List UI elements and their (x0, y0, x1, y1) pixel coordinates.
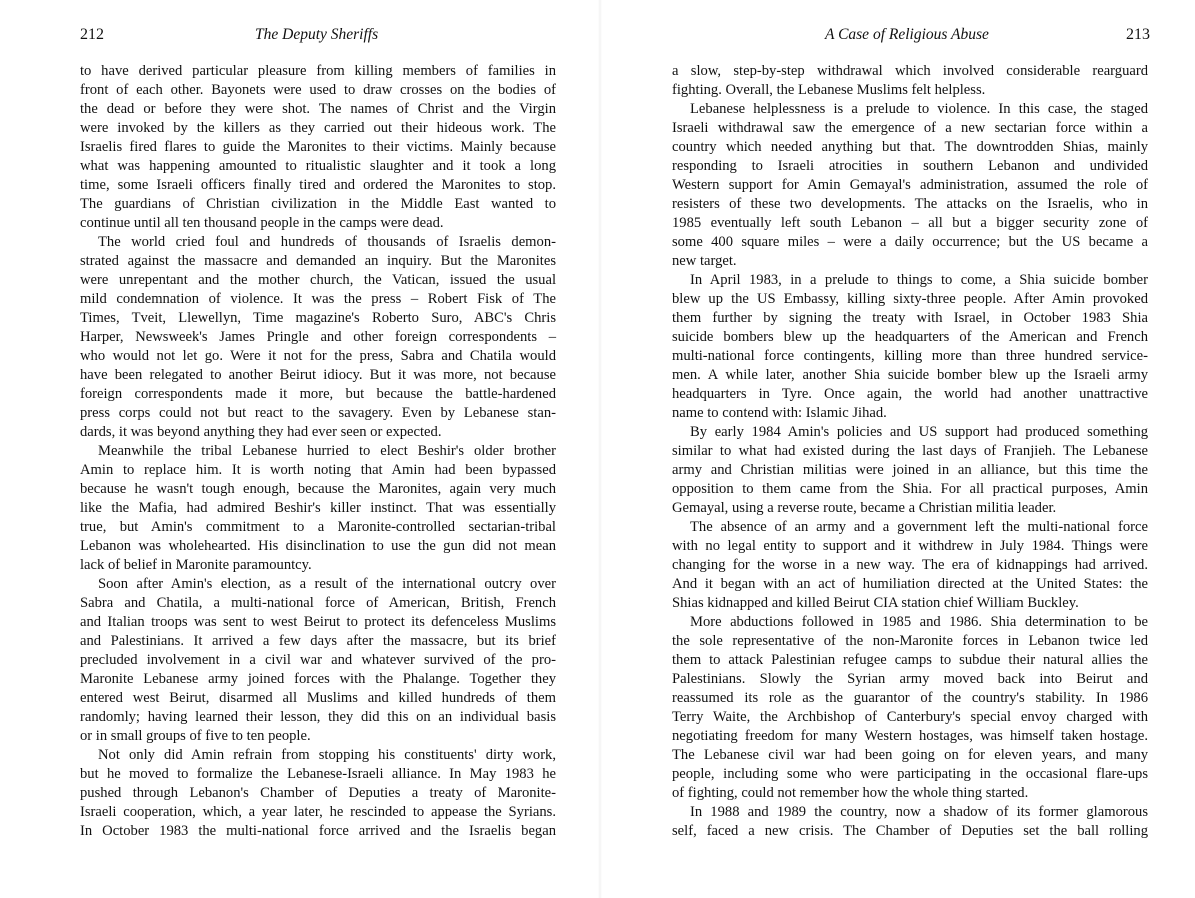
text-line: fighting. Overall, the Lebanese Muslims felt helpless. (672, 82, 986, 98)
text-line: The Lebanese civil war had been going on for eleven years, and many (672, 747, 1148, 763)
text-line: Gemayal, using a reverse route, became a Christian militia leader. (672, 500, 1057, 516)
text-line: continue until all ten thousand people in the camps were dead. (80, 215, 444, 231)
text-line: were invoked by the killers as they carried out their hideous work. The (80, 120, 556, 136)
right-running-head (672, 26, 1150, 48)
text-line: with no legal entity to support and it withdrew in July 1984. Things were (672, 538, 1148, 554)
text-line: or in small groups of five to ten people. (80, 728, 311, 744)
text-line: More abductions followed in 1985 and 1986. Shia determination to be (690, 614, 1148, 630)
text-line: because he wasn't tough enough, because the Maronites, again very much (80, 481, 556, 497)
text-line: mild condemnation of violence. It was the press – Robert Fisk of The (80, 291, 556, 307)
text-line: In April 1983, in a prelude to things to come, a Shia suicide bomber (690, 272, 1148, 288)
text-line: negotiating freedom for many Western hostages, was himself taken hostage. (672, 728, 1148, 744)
left-body-text (80, 62, 556, 841)
text-line: front of each other. Bayonets were used to draw crosses on the bodies of (80, 82, 556, 98)
text-line: Meanwhile the tribal Lebanese hurried to elect Beshir's older brother (98, 443, 556, 459)
text-line: Amin to replace him. It is worth noting that Amin had been bypassed (80, 462, 556, 478)
text-line: them to attack Palestinian refugee camps to subdue their natural allies the (672, 652, 1148, 668)
text-line: lack of belief in Maronite paramountcy. (80, 557, 312, 573)
text-line: headquarters in Tyre. Once again, the world had another unattractive (672, 386, 1148, 402)
text-line: responding to Israeli atrocities in southern Lebanon and undivided (672, 158, 1148, 174)
text-line: similar to what had existed during the last days of Franjieh. The Lebanese (672, 443, 1148, 459)
text-line: randomly; having learned their lesson, they did this on an individual basis (80, 709, 556, 725)
text-line: new target. (672, 253, 737, 269)
left-page-number: 212 (80, 26, 104, 43)
text-line: some 400 square miles – were a daily occurrence; but the US became a (672, 234, 1148, 250)
text-line: The guardians of Christian civilization in the Middle East wanted to (80, 196, 556, 212)
text-line: Shias kidnapped and killed Beirut CIA station chief William Buckley. (672, 595, 1079, 611)
text-line: suicide bombers blew up the headquarters of the American and French (672, 329, 1148, 345)
text-line: men. A while later, another Shia suicide bomber blew up the Israeli army (672, 367, 1148, 383)
text-line: strated against the massacre and demanded an inquiry. But the Maronites (80, 253, 556, 269)
right-body-text (672, 62, 1148, 841)
text-line: Israeli cooperation, which, a year later, he rescinded to appease the Syrians. (80, 804, 556, 820)
text-line: of fighting, could not remember how the whole thing started. (672, 785, 1029, 801)
text-line: The world cried foul and hundreds of thousands of Israelis demon- (98, 234, 556, 250)
text-line: Not only did Amin refrain from stopping his constituents' dirty work, (98, 747, 556, 763)
text-line: Harper, Newsweek's James Pringle and other foreign correspondents – (80, 329, 556, 345)
left-running-head (80, 26, 558, 48)
text-line: In 1988 and 1989 the country, now a shadow of its former glamorous (690, 804, 1148, 820)
text-line: name to contend with: Islamic Jihad. (672, 405, 887, 421)
text-line: what was happening amounted to ritualistic slaughter and it took a long (80, 158, 556, 174)
text-line: changing for the worse in a new way. The era of kidnappings had arrived. (672, 557, 1148, 573)
text-line: have been relegated to another Beirut idiocy. But it was more, not because (80, 367, 556, 383)
text-line: Lebanese helplessness is a prelude to violence. In this case, the staged (690, 101, 1148, 117)
text-line: the sole representative of the non-Maronite forces in Lebanon twice led (672, 633, 1148, 649)
text-line: and Italian troops was sent to west Beirut to protect its defenceless Muslims (80, 614, 556, 630)
text-line: foreign correspondents made it more, but because the battle-hardened (80, 386, 556, 402)
text-line: multi-national force contingents, killing more than three hundred service- (672, 348, 1148, 364)
text-line: resisters of these two developments. The attacks on the Israelis, who in (672, 196, 1148, 212)
text-line: who would not let go. Were it not for the press, Sabra and Chatila would (80, 348, 556, 364)
text-line: blew up the US Embassy, killing sixty-three people. After Amin provoked (672, 291, 1148, 307)
text-line: a slow, step-by-step withdrawal which involved considerable rearguard (672, 63, 1148, 79)
text-line: By early 1984 Amin's policies and US support had produced something (690, 424, 1148, 440)
text-line: and Palestinians. It arrived a few days after the massacre, but its brief (80, 633, 556, 649)
text-line: Maronite Lebanese army joined forces with the Phalange. Together they (80, 671, 556, 687)
text-line: dards, it was beyond anything they had ever seen or expected. (80, 424, 442, 440)
text-line: And it began with an act of humiliation directed at the United States: the (672, 576, 1148, 592)
text-line: 1985 eventually left south Lebanon – all but a bigger security zone of (672, 215, 1148, 231)
left-running-title: The Deputy Sheriffs (255, 26, 379, 43)
text-line: In October 1983 the multi-national force arrived and the Israelis began (80, 823, 556, 839)
text-line: Lebanon was wholehearted. His disinclination to use the gun did not mean (80, 538, 556, 554)
text-line: country which needed anything but that. The downtrodden Shias, mainly (672, 139, 1148, 155)
text-line: precluded involvement in a civil war and whatever survived of the pro- (80, 652, 556, 668)
text-line: but he moved to formalize the Lebanese-Israeli alliance. In May 1983 he (80, 766, 556, 782)
text-line: time, some Israeli officers finally tired and ordered the Maronites to stop. (80, 177, 556, 193)
text-line: Western support for Amin Gemayal's administration, assumed the role of (672, 177, 1148, 193)
text-line: army and Christian militias were joined in an alliance, but this time the (672, 462, 1148, 478)
text-line: people, including some who were participating in the occasional flare-ups (672, 766, 1148, 782)
text-line: press corps could not but react to the savagery. Even by Lebanese stan- (80, 405, 556, 421)
right-running-title: A Case of Religious Abuse (825, 26, 989, 43)
text-line: entered west Beirut, disarmed all Muslims and killed hundreds of them (80, 690, 556, 706)
text-line: opposition to them came from the Shia. For all practical purposes, Amin (672, 481, 1148, 497)
text-line: pushed through Lebanon's Chamber of Deputies a treaty of Maronite- (80, 785, 556, 801)
text-line: true, but Amin's commitment to a Maronite-controlled sectarian-tribal (80, 519, 556, 535)
text-line: them further by signing the treaty with Israel, in October 1983 Shia (672, 310, 1148, 326)
text-line: Soon after Amin's election, as a result of the international outcry over (98, 576, 556, 592)
text-line: Israeli withdrawal saw the emergence of a new sectarian force within a (672, 120, 1148, 136)
text-line: like the Mafia, had admired Beshir's killer instinct. That was essentially (80, 500, 556, 516)
text-line: Sabra and Chatila, a multi-national force of American, British, French (80, 595, 556, 611)
right-page-number: 213 (1126, 26, 1150, 43)
text-line: The absence of an army and a government left the multi-national force (690, 519, 1148, 535)
text-line: Times, Tveit, Llewellyn, Time magazine's Roberto Suro, ABC's Chris (80, 310, 556, 326)
text-line: self, faced a new crisis. The Chamber of Deputies set the ball rolling (672, 823, 1148, 839)
text-line: reassumed its role as the guarantor of the country's stability. In 1986 (672, 690, 1148, 706)
text-line: were unrepentant and the mother church, the Vatican, issued the usual (80, 272, 556, 288)
text-line: Terry Waite, the Archbishop of Canterbury's special envoy charged with (672, 709, 1148, 725)
text-line: the dead or before they were shot. The names of Christ and the Virgin (80, 101, 556, 117)
text-line: Palestinians. Slowly the Syrian army moved back into Beirut and (672, 671, 1148, 687)
text-line: Israelis fired flares to guide the Maronites to their victims. Mainly because (80, 139, 556, 155)
text-line: to have derived particular pleasure from killing members of families in (80, 63, 556, 79)
